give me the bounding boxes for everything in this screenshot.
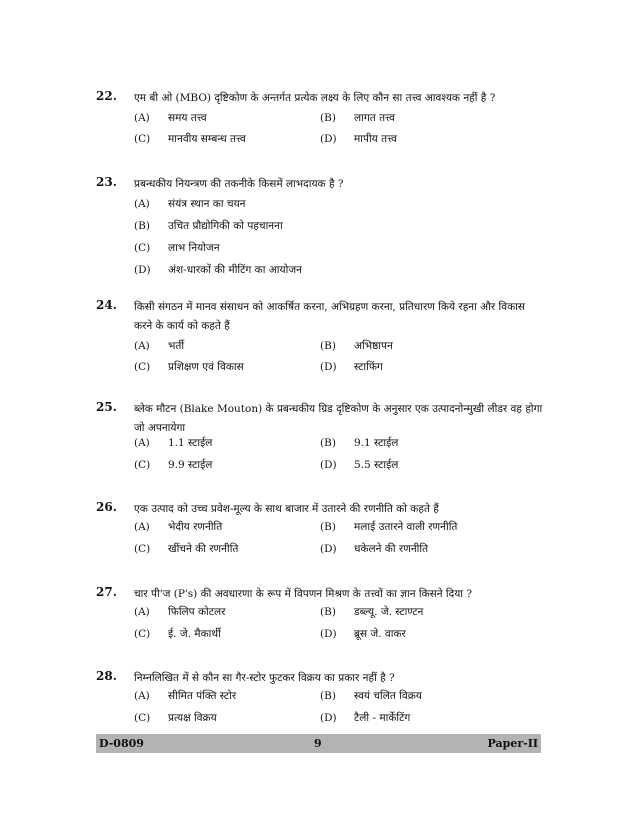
option-label: (C) bbox=[134, 242, 151, 254]
option-text: लाभ नियोजन bbox=[168, 242, 220, 254]
option-text: सीमित पंक्ति स्टोर bbox=[168, 690, 237, 702]
option-text: अभिष्ठापन bbox=[354, 340, 393, 352]
option-b bbox=[320, 689, 422, 703]
option-label: (D) bbox=[320, 133, 337, 145]
option-c bbox=[134, 132, 246, 146]
option-text: 9.9 स्टाईल bbox=[168, 459, 213, 471]
option-b bbox=[320, 520, 457, 534]
option-text: टैली - मार्केटिंग bbox=[354, 712, 411, 724]
question-text: एम बी ओ (MBO) दृष्टिकोण के अन्तर्गत प्रत्येक लक्ष्य के लिए कौन सा तत्त्व आवश्यक नहीं है ? bbox=[134, 92, 496, 104]
question-number: 25. bbox=[96, 400, 117, 414]
option-d bbox=[320, 711, 410, 725]
question-number: 26. bbox=[96, 500, 117, 514]
option-c bbox=[134, 711, 217, 725]
option-label: (D) bbox=[320, 543, 337, 555]
option-c bbox=[134, 458, 212, 472]
question-text: एक उत्पाद को उच्च प्रवेश-मूल्य के साथ बाजार में उतारने की रणनीति को कहते हैं bbox=[134, 503, 439, 515]
option-d bbox=[134, 263, 302, 277]
option-d bbox=[320, 458, 398, 472]
option-text: 9.1 स्टाईल bbox=[354, 437, 399, 449]
option-b bbox=[134, 219, 283, 233]
option-label: (C) bbox=[134, 361, 151, 373]
option-label: (B) bbox=[134, 220, 150, 232]
question-number: 23. bbox=[96, 175, 117, 189]
option-c bbox=[134, 360, 244, 374]
option-text: भर्ती bbox=[168, 340, 185, 352]
option-a bbox=[134, 520, 222, 534]
option-text: उचित प्रौद्योगिकी को पहचानना bbox=[168, 220, 283, 232]
question-text: चार पी'ज (P's) की अवधारणा के रूप में विपणन मिश्रण के तत्त्वों का ज्ञान किसने दिया ? bbox=[134, 588, 472, 600]
option-text: प्रत्यक्ष विक्रय bbox=[168, 712, 217, 724]
option-label: (D) bbox=[320, 712, 337, 724]
option-label: (A) bbox=[134, 112, 150, 124]
option-b bbox=[320, 339, 393, 353]
option-text: भेदीय रणनीति bbox=[168, 521, 223, 533]
option-a bbox=[134, 339, 184, 353]
option-label: (C) bbox=[134, 133, 151, 145]
question-number: 28. bbox=[96, 669, 117, 683]
option-text: समय तत्त्व bbox=[168, 112, 207, 124]
option-label: (C) bbox=[134, 543, 151, 555]
option-label: (A) bbox=[134, 340, 150, 352]
option-d bbox=[320, 627, 406, 641]
footer-paper: Paper-II bbox=[487, 737, 538, 750]
option-text: फिलिप कोटलर bbox=[168, 606, 226, 618]
option-a bbox=[134, 605, 225, 619]
question-text: निम्नलिखित में से कौन सा गैर-स्टोर फुटकर विक्रय का प्रकार नहीं है ? bbox=[134, 672, 395, 684]
question-number: 27. bbox=[96, 585, 117, 599]
option-label: (D) bbox=[320, 628, 337, 640]
question-text: प्रबन्धकीय नियन्त्रण की तकनीके किसमें लाभदायक है ? bbox=[134, 178, 344, 190]
option-label: (B) bbox=[320, 606, 336, 618]
question-text: ब्लेक मौटन (Blake Mouton) के प्रबन्धकीय ग्रिड दृष्टिकोण के अनुसार एक उत्पादनोन्मुखी लीडर वह होगा जो अपनायेगा bbox=[134, 403, 543, 434]
option-label: (B) bbox=[320, 690, 336, 702]
option-text: मलाई उतारने वाली रणनीति bbox=[354, 521, 458, 533]
option-text: अंश-धारकों की मीटिंग का आयोजन bbox=[168, 264, 302, 276]
option-d bbox=[320, 132, 397, 146]
option-a bbox=[134, 689, 236, 703]
option-b bbox=[320, 436, 398, 450]
option-text: 1.1 स्टाईल bbox=[168, 437, 213, 449]
option-a bbox=[134, 197, 246, 211]
option-label: (D) bbox=[320, 361, 337, 373]
option-b bbox=[320, 111, 395, 125]
option-label: (A) bbox=[134, 437, 150, 449]
option-text: डब्ल्यू. जे. स्टाण्टन bbox=[354, 606, 424, 618]
option-d bbox=[320, 360, 383, 374]
option-text: 5.5 स्टाईल bbox=[354, 459, 399, 471]
option-text: धकेलने की रणनीति bbox=[354, 543, 429, 555]
option-text: मानवीय सम्बन्ध तत्त्व bbox=[168, 133, 246, 145]
option-text: खींचने की रणनीति bbox=[168, 543, 239, 555]
footer-page-number: 9 bbox=[314, 737, 322, 750]
option-c bbox=[134, 627, 221, 641]
option-label: (C) bbox=[134, 628, 151, 640]
option-label: (D) bbox=[134, 264, 151, 276]
option-label: (B) bbox=[320, 340, 336, 352]
footer-code: D-0809 bbox=[99, 737, 144, 750]
question-text: किसी संगठन में मानव संसाधन को आकर्षित करना, अभिग्रहण करना, प्रतिधारण किये रहना और विकास करने के कार्य को कहते हैं bbox=[134, 301, 525, 332]
option-c bbox=[134, 241, 220, 255]
option-text: लागत तत्त्व bbox=[354, 112, 395, 124]
question-number: 22. bbox=[96, 89, 117, 103]
option-label: (B) bbox=[320, 521, 336, 533]
option-text: प्रशिक्षण एवं विकास bbox=[168, 361, 244, 373]
option-text: ब्रूस जे. वाकर bbox=[354, 628, 406, 640]
option-label: (A) bbox=[134, 690, 150, 702]
option-text: संयंत्र स्थान का चयन bbox=[168, 198, 246, 210]
option-text: ई. जे. मैकार्थी bbox=[168, 628, 221, 640]
option-text: स्वयं चलित विक्रय bbox=[354, 690, 422, 702]
page-footer bbox=[96, 734, 541, 753]
question-number: 24. bbox=[96, 298, 117, 312]
option-c bbox=[134, 542, 238, 556]
option-text: स्टाफिंग bbox=[354, 361, 383, 373]
option-label: (B) bbox=[320, 437, 336, 449]
option-d bbox=[320, 542, 428, 556]
option-label: (B) bbox=[320, 112, 336, 124]
option-a bbox=[134, 436, 212, 450]
option-label: (D) bbox=[320, 459, 337, 471]
option-label: (C) bbox=[134, 712, 151, 724]
option-a bbox=[134, 111, 207, 125]
option-label: (A) bbox=[134, 198, 150, 210]
option-b bbox=[320, 605, 423, 619]
option-label: (A) bbox=[134, 606, 150, 618]
option-label: (A) bbox=[134, 521, 150, 533]
option-text: मापीय तत्त्व bbox=[354, 133, 397, 145]
option-label: (C) bbox=[134, 459, 151, 471]
